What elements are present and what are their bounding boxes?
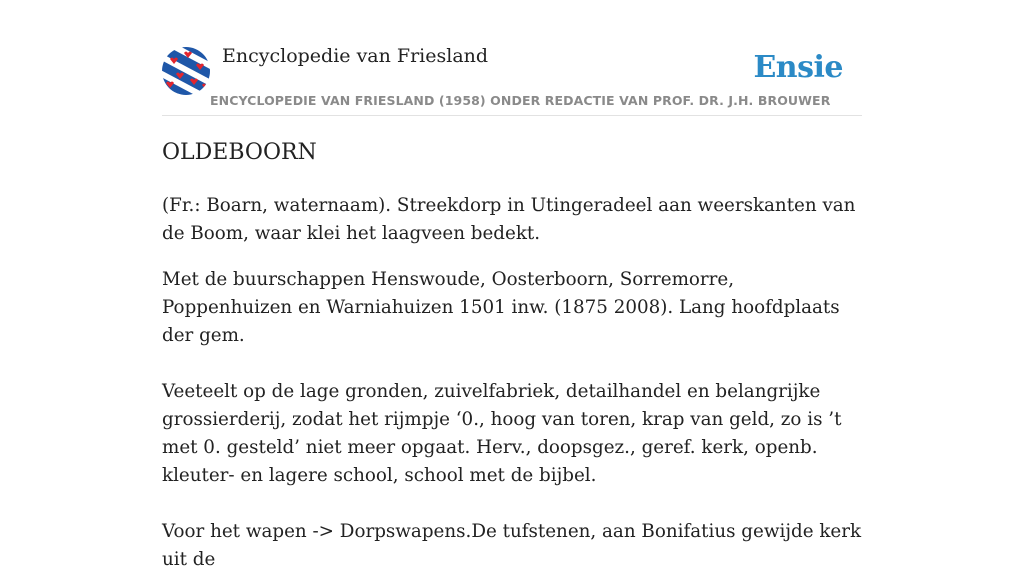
paragraph-2: Met de buurschappen Henswoude, Oosterboorn, Sorremorre, Poppenhuizen en Warniahuizen 1501 inw. (1875 2008). Lang hoofdplaats der gem. — [162, 269, 840, 346]
paragraph-gap — [162, 350, 862, 378]
header-divider — [162, 115, 862, 116]
paragraph-4-prefix: Voor het wapen -> — [162, 521, 340, 542]
ensie-logo[interactable]: Ensie — [753, 50, 843, 85]
paragraph-1: (Fr.: Boarn, waternaam). Streekdorp in Utingeradeel aan weerskanten van de Boom, waar klei het laagveen bedekt. — [162, 195, 856, 244]
article-body — [162, 192, 862, 574]
paragraph-4-suffix: .De tufstenen, aan Bonifatius gewijde kerk uit de — [162, 521, 862, 570]
paragraph-4 — [162, 518, 862, 574]
article-headword: OLDEBOORN — [162, 140, 317, 165]
paragraph-3: Veeteelt op de lage gronden, zuivelfabriek, detailhandel en belangrijke grossierderij, zodat het rijmpje ‘0., hoog van toren, krap van geld, zo is ’t met 0. gesteld’ niet meer opgaat. Herv., doopsgez., geref. kerk, openb. kleuter- en lagere school, school met de bijbel. — [162, 381, 842, 486]
dorpswapens-link[interactable]: Dorpswapens — [339, 521, 466, 542]
paragraph-gap — [162, 490, 862, 518]
site-title-link[interactable]: Encyclopedie van Friesland — [222, 45, 489, 67]
encyclopedia-subtitle: ENCYCLOPEDIE VAN FRIESLAND (1958) ONDER REDACTIE VAN PROF. DR. J.H. BROUWER — [210, 93, 831, 108]
friesland-flag-icon[interactable] — [162, 47, 210, 95]
